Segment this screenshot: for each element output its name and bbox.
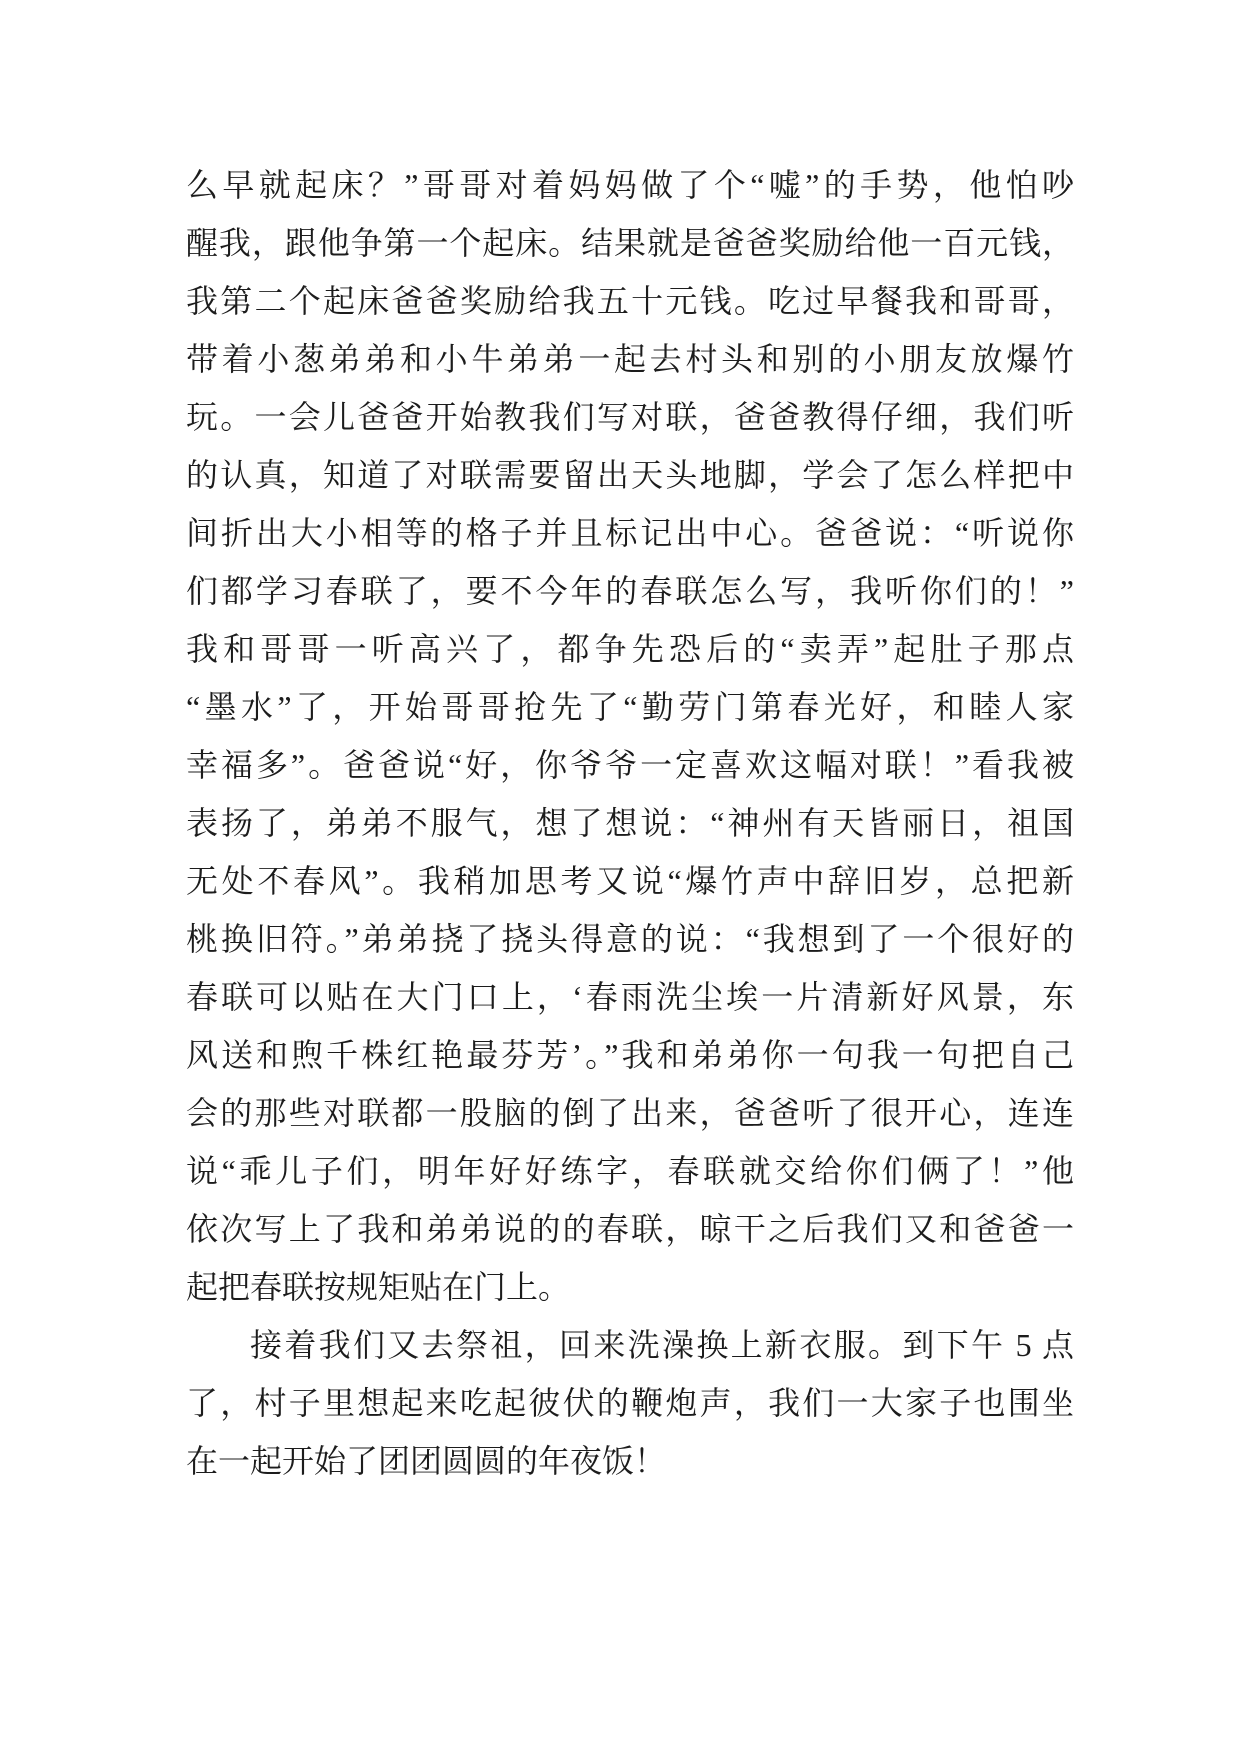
text-line: 春联可以贴在大门口上，‘春雨洗尘埃一片清新好风景，东 [186, 979, 1074, 1015]
text-line: 桃换旧符。”弟弟挠了挠头得意的说：“我想到了一个很好的 [186, 921, 1074, 957]
text-line: 我和哥哥一听高兴了，都争先恐后的“卖弄”起肚子那点 [186, 631, 1074, 667]
text-line: 么早就起床？”哥哥对着妈妈做了个“嘘”的手势，他怕吵 [186, 167, 1074, 203]
text-line: 醒我，跟他争第一个起床。结果就是爸爸奖励给他一百元钱， [186, 225, 1074, 261]
text-line: 起把春联按规矩贴在门上。 [186, 1269, 571, 1305]
essay-body [186, 156, 1074, 1490]
paragraph [186, 156, 1074, 1316]
text-line: 接着我们又去祭祖，回来洗澡换上新衣服。到下午 5 点 [250, 1327, 1074, 1363]
text-line: 我第二个起床爸爸奖励给我五十元钱。吃过早餐我和哥哥， [186, 283, 1074, 319]
text-line: “墨水”了，开始哥哥抢先了“勤劳门第春光好，和睦人家 [186, 689, 1074, 725]
text-line: 间折出大小相等的格子并且标记出中心。爸爸说：“听说你 [186, 515, 1074, 551]
paragraph [186, 1316, 1074, 1490]
text-line: 带着小葱弟弟和小牛弟弟一起去村头和别的小朋友放爆竹 [186, 341, 1074, 377]
text-line: 了，村子里想起来吃起彼伏的鞭炮声，我们一大家子也围坐 [186, 1385, 1074, 1421]
text-line: 表扬了，弟弟不服气，想了想说：“神州有天皆丽日，祖国 [186, 805, 1074, 841]
text-line: 的认真，知道了对联需要留出天头地脚，学会了怎么样把中 [186, 457, 1074, 493]
text-line: 玩。一会儿爸爸开始教我们写对联，爸爸教得仔细，我们听 [186, 399, 1074, 435]
text-line: 依次写上了我和弟弟说的的春联，晾干之后我们又和爸爸一 [186, 1211, 1074, 1247]
text-line: 们都学习春联了，要不今年的春联怎么写，我听你们的！” [186, 573, 1074, 609]
text-line: 无处不春风”。我稍加思考又说“爆竹声中辞旧岁，总把新 [186, 863, 1074, 899]
text-line: 说“乖儿子们，明年好好练字，春联就交给你们俩了！”他 [186, 1153, 1074, 1189]
text-line: 在一起开始了团团圆圆的年夜饭！ [186, 1443, 667, 1479]
text-line: 幸福多”。爸爸说“好，你爷爷一定喜欢这幅对联！”看我被 [186, 747, 1074, 783]
text-line: 会的那些对联都一股脑的倒了出来，爸爸听了很开心，连连 [186, 1095, 1074, 1131]
text-line: 风送和煦千株红艳最芬芳’。”我和弟弟你一句我一句把自己 [186, 1037, 1074, 1073]
